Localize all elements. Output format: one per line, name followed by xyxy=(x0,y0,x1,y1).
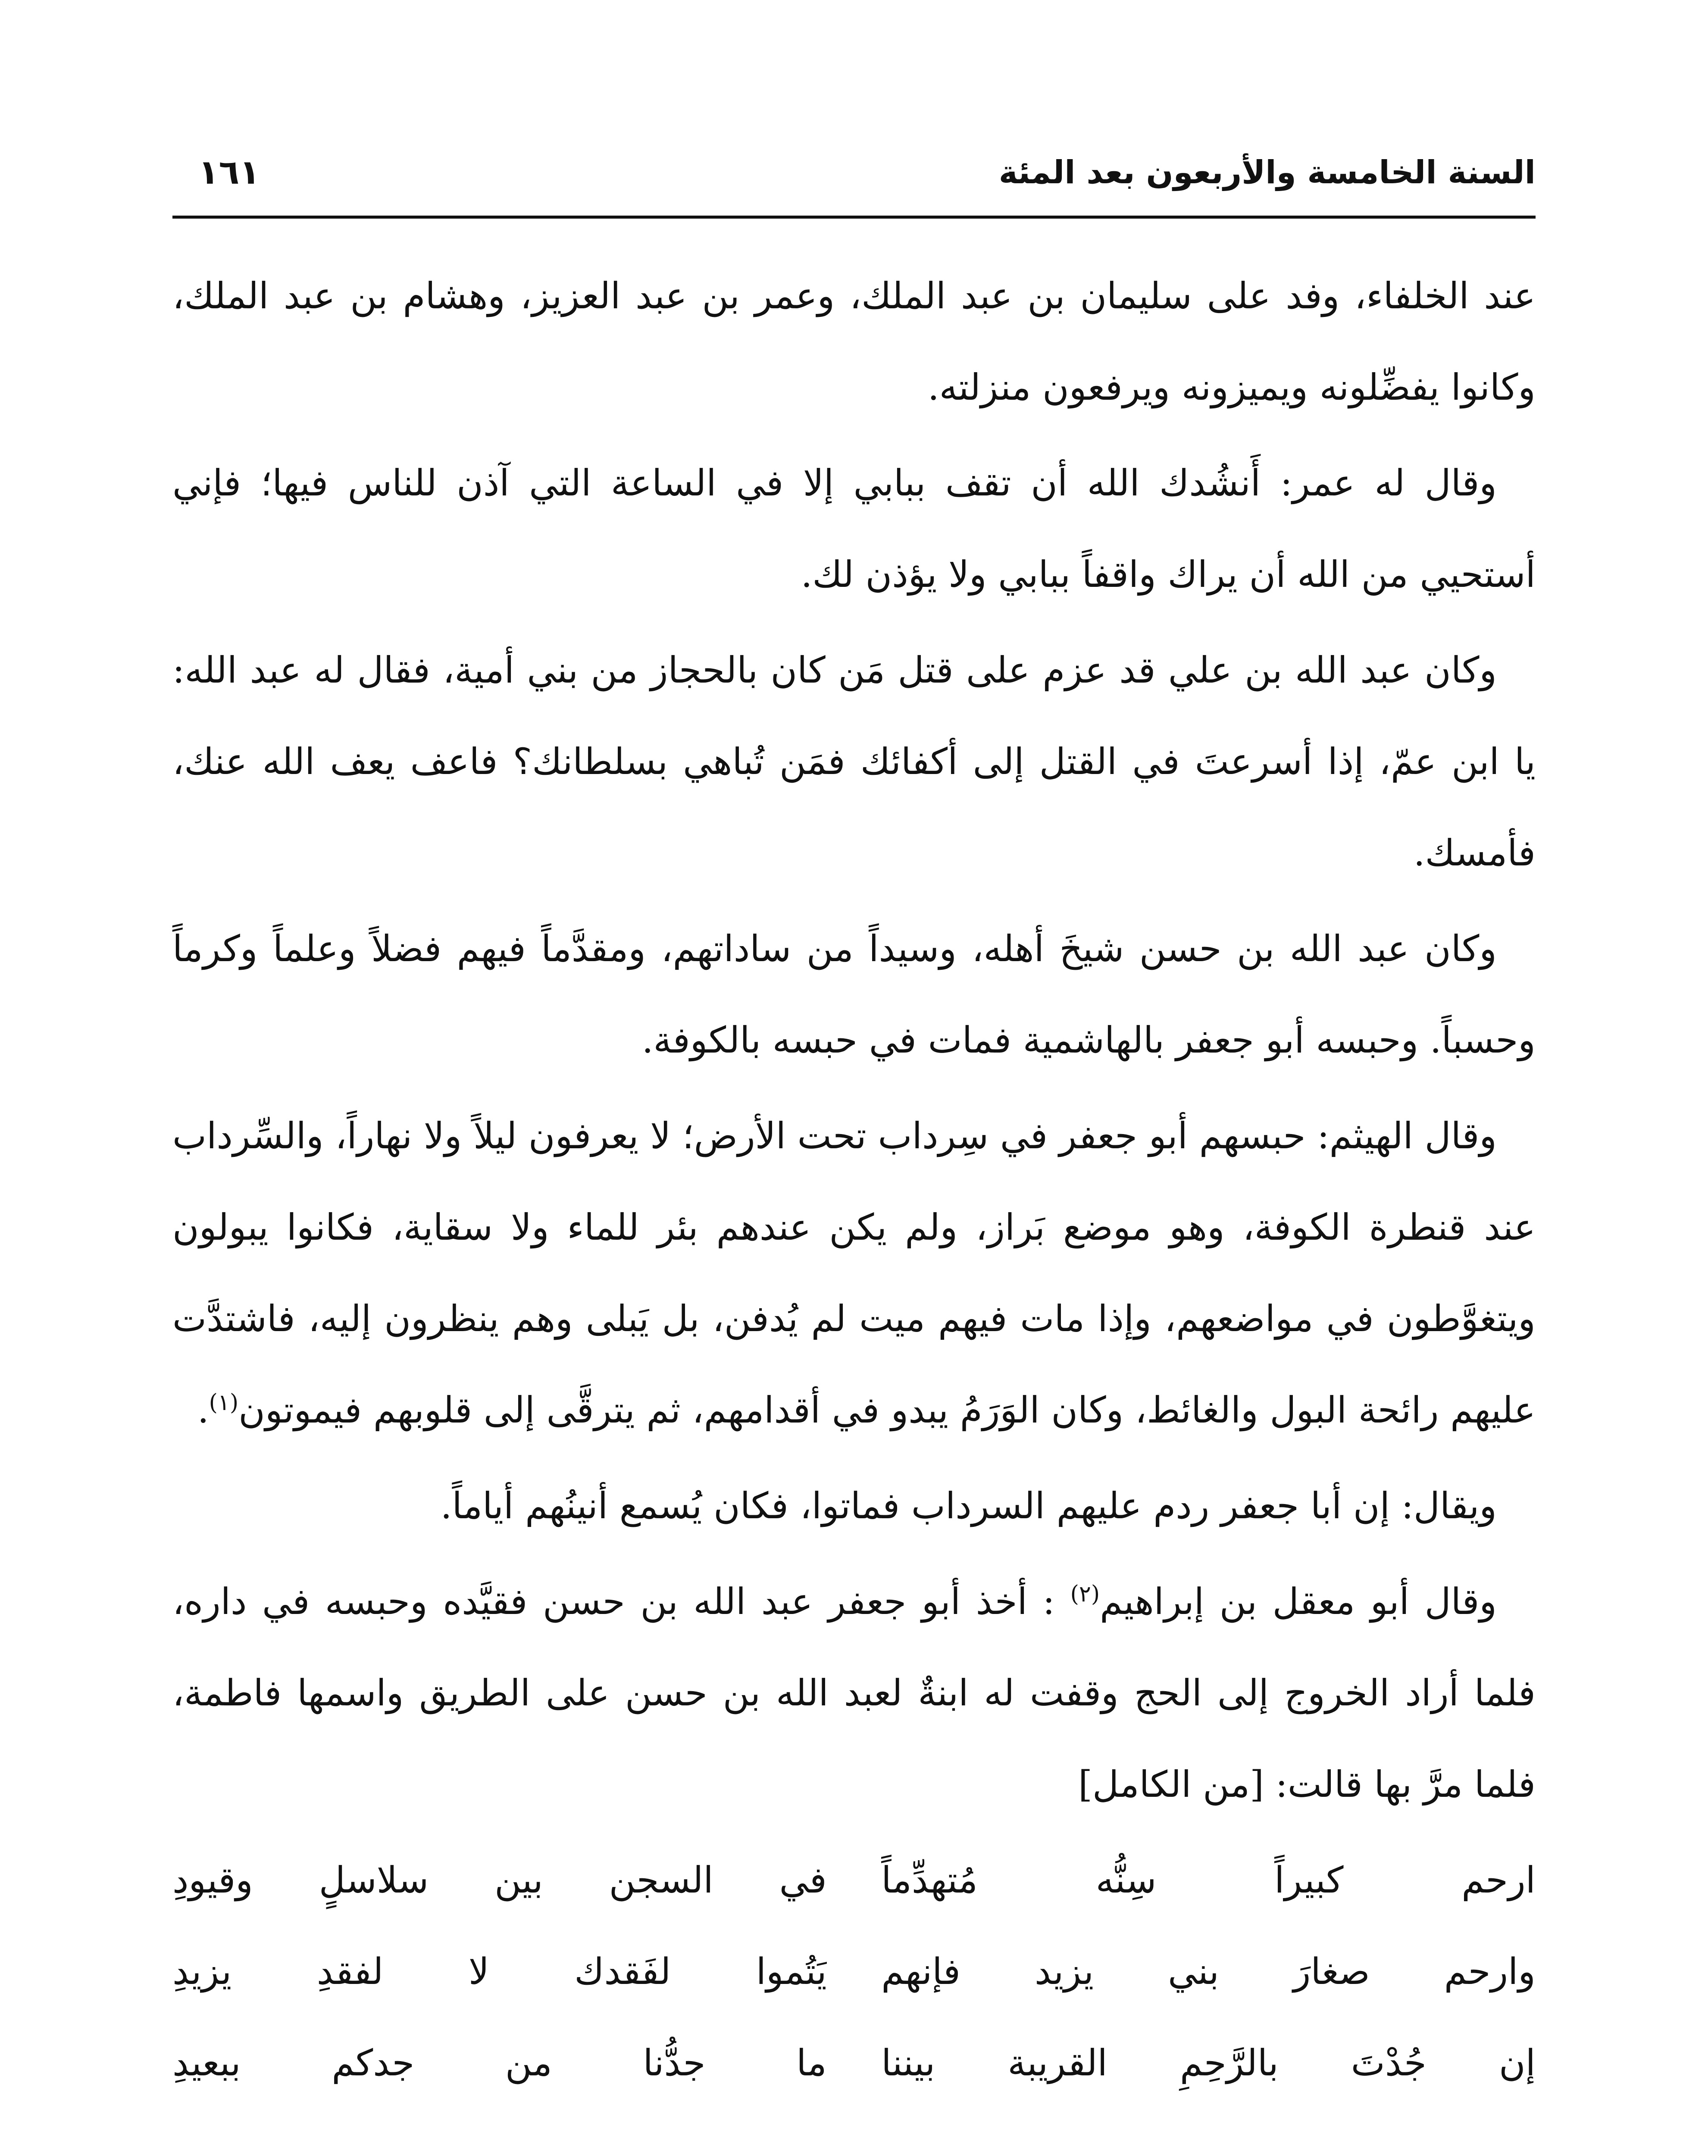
sentence-end: . xyxy=(197,1389,209,1431)
paragraph-text: وكان عبد الله بن علي قد عزم على قتل مَن كان بالحجاز من بني أمية، فقال له عبد الله: يا ابن عمّ، إذا أسرعتَ في القتل إلى أكفائك فمَن تُباهي بسلطانك؟ فاعف يعف الله عنك، فأمسك. xyxy=(172,649,1536,874)
footnote-ref[interactable]: (١) xyxy=(209,1390,239,1416)
page-header xyxy=(172,142,1536,207)
paragraph xyxy=(172,1090,1536,1456)
verse-first-hemistich: ارحم كبيراً سِنُّه مُتهدِّماً xyxy=(881,1859,1536,1901)
paragraph-text: وكان عبد الله بن حسن شيخَ أهله، وسيداً من ساداتهم، ومقدَّماً فيهم فضلاً وعلماً وكرماً وحسباً. وحبسه أبو جعفر بالهاشمية فمات في حبسه بالكوفة. xyxy=(172,928,1536,1061)
verse-second-hemistich: في السجن بين سلاسلٍ وقيودِ xyxy=(172,1859,827,1901)
paragraph xyxy=(172,1556,1536,1830)
running-title: السنة الخامسة والأربعون بعد المئة xyxy=(998,154,1536,191)
page-number: ١٦١ xyxy=(198,153,260,192)
paragraph-text: وقال أبو معقل بن إبراهيم xyxy=(1100,1580,1497,1623)
paragraph xyxy=(172,250,1536,433)
header-rule xyxy=(172,216,1536,219)
footnote-ref[interactable]: (٢) xyxy=(1070,1581,1100,1607)
verse-second-hemistich: يَتُموا لفَقدك لا لفقدِ يزيدِ xyxy=(172,1950,827,1993)
meter-label: [من الكامل] xyxy=(1078,1763,1264,1805)
poem xyxy=(172,1834,1536,2109)
paragraph xyxy=(172,437,1536,620)
paragraph xyxy=(172,624,1536,899)
verse-first-hemistich: وارحم صغارَ بني يزيد فإنهم xyxy=(881,1950,1536,1993)
poem-verse xyxy=(172,1926,1536,2017)
paragraph-text: عند الخلفاء، وفد على سليمان بن عبد الملك، وعمر بن عبد العزيز، وهشام بن عبد الملك، وكانوا يفضِّلونه ويميزونه ويرفعون منزلته. xyxy=(172,275,1536,408)
paragraph xyxy=(172,903,1536,1086)
verse-second-hemistich: ما جدُّنا من جدكم ببعيدِ xyxy=(172,2042,827,2084)
paragraph-text: : أخذ أبو جعفر عبد الله بن حسن فقيَّده وحبسه في داره، فلما أراد الخروج إلى الحج وقفت له ابنةٌ لعبد الله بن حسن على الطريق واسمها فاطمة، فلما مرَّ بها قالت: xyxy=(172,1580,1536,1805)
poem-verse xyxy=(172,1834,1536,1926)
paragraph-text: وقال له عمر: أَنشُدك الله أن تقف ببابي إلا في الساعة التي آذن للناس فيها؛ فإني أستحيي من الله أن يراك واقفاً ببابي ولا يؤذن لك. xyxy=(172,462,1536,595)
paragraph-text: وقال الهيثم: حبسهم أبو جعفر في سِرداب تحت الأرض؛ لا يعرفون ليلاً ولا نهاراً، والسِّرداب عند قنطرة الكوفة، وهو موضع بَراز، ولم يكن عندهم بئر للماء ولا سقاية، فكانوا يبولون ويتغوَّطون في مواضعهم، وإذا مات فيهم ميت لم يُدفن، بل يَبلى وهم ينظرون إليه، فاشتدَّت عليهم رائحة البول والغائط، وكان الوَرَمُ يبدو في أقدامهم، ثم يترقَّى إلى قلوبهم فيموتون xyxy=(172,1115,1536,1431)
paragraph xyxy=(172,1460,1536,1551)
poem-verse xyxy=(172,2017,1536,2109)
main-text xyxy=(172,250,1536,2109)
verse-first-hemistich: إن جُدْتَ بالرَّحِمِ القريبة بيننا xyxy=(881,2042,1536,2084)
paragraph-text: ويقال: إن أبا جعفر ردم عليهم السرداب فماتوا، فكان يُسمع أنينُهم أياماً. xyxy=(440,1485,1497,1527)
